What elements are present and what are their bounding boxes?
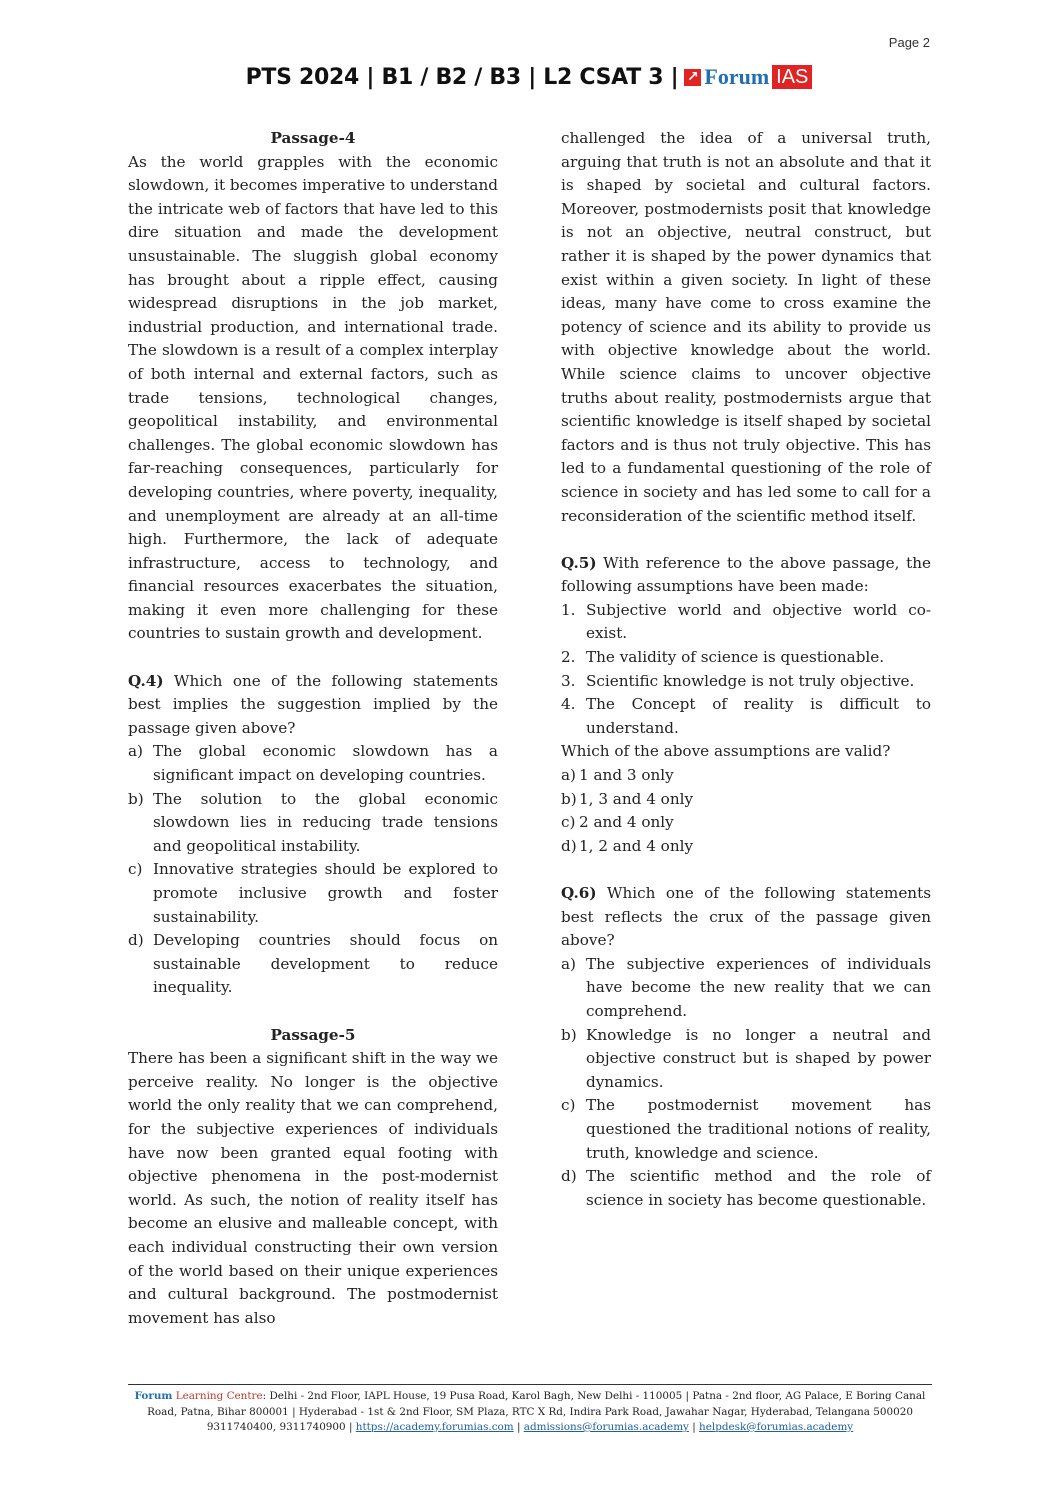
statement-label: 2.	[561, 648, 576, 667]
page-footer	[128, 1384, 932, 1436]
left-column	[128, 127, 498, 1330]
option-label: c)	[561, 1096, 576, 1115]
option-label: a)	[561, 954, 576, 973]
option-text: Knowledge is no longer a neutral and objective construct but is shaped by power dynamics.	[586, 1025, 931, 1091]
q6-option-a	[561, 953, 931, 1024]
option-text: 1, 2 and 4 only	[579, 836, 694, 855]
question-4-text: Which one of the following statements best implies the suggestion implied by the passage given above?	[128, 671, 498, 737]
option-text: 1 and 3 only	[579, 766, 674, 785]
statement-text: Subjective world and objective world co-exist.	[586, 600, 931, 643]
q5-statement-4	[561, 693, 931, 740]
q6-option-c	[561, 1094, 931, 1165]
footer-colon: :	[262, 1390, 270, 1402]
q5-option-a	[561, 764, 931, 788]
footer-addresses: Delhi - 2nd Floor, IAPL House, 19 Pusa Road, Karol Bagh, New Delhi - 110005 | Patna - 2nd floor, AG Palace, E Boring Canal Road, Patna, Bihar 800001 | Hyderabad - 1st & 2nd Floor, SM Plaza, RTC X Rd, Indira Park Road, Jawahar Nagar, Hyderabad, Telangana 500020	[147, 1390, 926, 1418]
statement-text: Scientific knowledge is not truly objective.	[586, 671, 915, 690]
footer-phones: 9311740400, 9311740900	[206, 1421, 346, 1433]
question-5-label: Q.5)	[561, 553, 597, 572]
arrow-up-right-icon: ↗	[684, 69, 701, 86]
page-number: Page 2	[888, 35, 930, 50]
website-link[interactable]: https://academy.forumias.com	[355, 1421, 514, 1433]
option-label: d)	[561, 1167, 577, 1186]
q5-statement-2	[561, 646, 931, 670]
question-5-stem	[561, 552, 931, 599]
option-text: Developing countries should focus on sustainable development to reduce inequality.	[153, 931, 498, 997]
option-text: The postmodernist movement has questioned the traditional notions of reality, truth, knowledge and science.	[586, 1096, 931, 1162]
option-label: a)	[561, 766, 576, 785]
question-6-stem	[561, 882, 931, 953]
q4-option-d	[128, 929, 498, 1000]
option-text: The scientific method and the role of science in society has become questionable.	[586, 1167, 931, 1209]
admissions-email-link[interactable]: admissions@forumias.academy	[523, 1421, 689, 1433]
page-title: PTS 2024 | B1 / B2 / B3 | L2 CSAT 3 |	[245, 64, 679, 90]
option-text: Innovative strategies should be explored to promote inclusive growth and foster sustainability.	[153, 860, 498, 926]
q6-option-d	[561, 1165, 931, 1212]
option-label: b)	[561, 1025, 577, 1044]
option-text: 1, 3 and 4 only	[579, 789, 694, 808]
option-label: b)	[561, 789, 577, 808]
q5-statement-1	[561, 599, 931, 646]
question-4-label: Q.4)	[128, 671, 164, 690]
footer-brand-forum: Forum	[134, 1390, 173, 1402]
separator: |	[688, 1421, 700, 1433]
q5-option-b	[561, 788, 931, 812]
logo-ias-text: IAS	[772, 65, 812, 89]
question-5-text: With reference to the above passage, the following assumptions have been made:	[561, 553, 931, 596]
footer-brand-learning-centre: Learning Centre	[172, 1390, 263, 1402]
question-6-label: Q.6)	[561, 884, 597, 902]
option-text: The subjective experiences of individuals have become the new reality that we can comprehend.	[586, 954, 931, 1020]
document-header	[0, 64, 1058, 90]
right-column	[561, 127, 931, 1212]
q5-option-c	[561, 811, 931, 835]
statement-text: The Concept of reality is difficult to understand.	[586, 695, 931, 737]
q4-option-c	[128, 858, 498, 929]
passage-5-text-part1: There has been a significant shift in the way we perceive reality. No longer is the objective world the only reality that we can comprehend, for the subjective experiences of individuals have now been granted equal footing with objective phenomena in the post-modernist world. As such, the notion of reality itself has become an elusive and malleable concept, with each individual constructing their own version of the world based on their unique experiences and cultural background. The postmodernist movement has also	[128, 1049, 498, 1327]
option-label: c)	[128, 860, 143, 879]
option-text: The global economic slowdown has a significant impact on developing countries.	[153, 742, 498, 785]
option-text: The solution to the global economic slowdown lies in reducing trade tensions and geopolitical instability.	[153, 789, 498, 855]
statement-label: 3.	[561, 671, 576, 690]
helpdesk-email-link[interactable]: helpdesk@forumias.academy	[699, 1421, 854, 1433]
passage-4-title: Passage-4	[270, 129, 356, 147]
statement-text: The validity of science is questionable.	[586, 648, 885, 667]
q6-option-b	[561, 1024, 931, 1095]
logo-forum-text: Forum	[704, 64, 770, 89]
q4-option-a	[128, 740, 498, 787]
passage-4-text: As the world grapples with the economic slowdown, it becomes imperative to understand the intricate web of factors that have led to this dire situation and made the development unsustainable. The sluggish global economy has brought about a ripple effect, causing widespread disruptions in the job market, industrial production, and international trade. The slowdown is a result of a complex interplay of both internal and external factors, such as trade tensions, technological changes, geopolitical instability, and environmental challenges. The global economic slowdown has far-reaching consequences, particularly for developing countries, where poverty, inequality, and unemployment are already at an all-time high. Furthermore, the lack of adequate infrastructure, access to technology, and financial resources exacerbates the situation, making it even more challenging for these countries to sustain growth and development.	[128, 152, 498, 643]
option-text: 2 and 4 only	[579, 813, 674, 832]
forumias-logo	[684, 64, 812, 90]
statement-label: 1.	[561, 600, 576, 619]
option-label: a)	[128, 742, 143, 761]
option-label: d)	[128, 931, 144, 950]
separator: |	[513, 1421, 524, 1433]
q5-statement-3	[561, 670, 931, 694]
separator: |	[345, 1421, 356, 1433]
passage-5-title: Passage-5	[270, 1025, 356, 1044]
q5-prompt: Which of the above assumptions are valid?	[561, 742, 891, 761]
question-4-stem	[128, 670, 498, 741]
option-label: b)	[128, 789, 144, 808]
passage-5-text-part2: challenged the idea of a universal truth, arguing that truth is not an absolute and that it is shaped by societal and cultural factors. Moreover, postmodernists posit that knowledge is not an objective, neutral construct, but rather it is shaped by the power dynamics that exist within a given society. In light of these ideas, many have come to cross examine the potency of science and its ability to provide us with objective knowledge about the world. While science claims to uncover objective truths about reality, postmodernists argue that scientific knowledge is itself shaped by societal factors and is thus not truly objective. This has led to a fundamental questioning of the role of science in society and has led some to call for a reconsideration of the scientific method itself.	[561, 129, 931, 525]
option-label: c)	[561, 813, 576, 832]
q5-option-d	[561, 835, 931, 859]
statement-label: 4.	[561, 695, 576, 714]
q4-option-b	[128, 788, 498, 859]
question-6-text: Which one of the following statements best reflects the crux of the passage given above?	[561, 884, 931, 950]
option-label: d)	[561, 836, 577, 855]
